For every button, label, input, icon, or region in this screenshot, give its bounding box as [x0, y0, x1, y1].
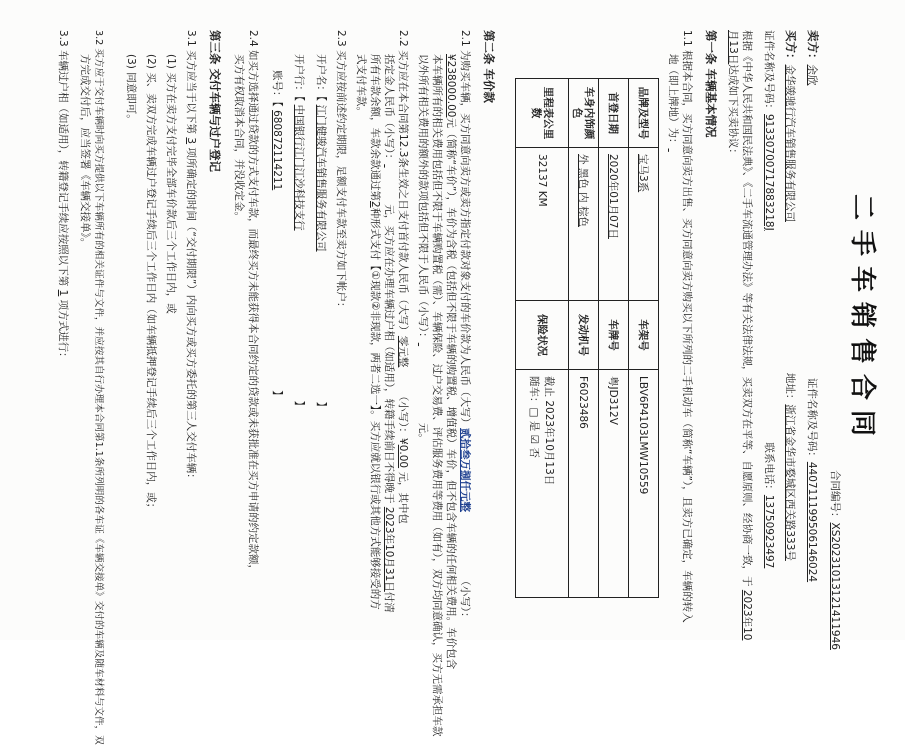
table-row [569, 79, 599, 598]
article-2-title: 第二条 车价款 [482, 30, 496, 104]
vehicle-info-table [515, 78, 659, 598]
table-label: 车架号 [629, 301, 659, 370]
account-bank-row: 开户行：【 中国银行江门江沙科技支行】 [293, 54, 305, 412]
clause-2-1-l4: 以外所有相关费用的额外的款项包括但不限于人民币（小写）： 元。 [417, 54, 429, 444]
contract-number: 合同编号：XS20231013121411946 [829, 470, 841, 650]
table-row [516, 79, 569, 598]
table-value: LBV6P4103LMW10559 [629, 370, 659, 598]
clause-2-1-l2: ¥238000.00元（简称“车价”），车价为含税（包括但不限于车辆的购置税、增值税）车价，但不包含车辆的任何相关费用。车价包含 [445, 54, 457, 670]
table-value: 截止 2023年10月13日 随车：□ 是 ☑ 否 [516, 370, 569, 598]
clause-1-1: 1.1 根据本合同，买方同意向卖方出售、买方同意向卖方购买以下所列的二手机动车（简称“车辆”），且卖方已确定，车辆的转入 [681, 30, 693, 623]
clause-2-2: 2.2 买方应在本合同第12.3条生效之日支付首付款人民币（大写）零元整 （小写）：¥0.00 元，其中包 [397, 30, 409, 524]
clause-3-2: 3.2 买方应于交付车辆时向买方提供以下车辆所有的相关证件与文件，并应按其自行办理本合同第1.1条所列明的各车证《车辆交接单》交付的车辆及随车材料与文件，双 [93, 30, 104, 745]
clause-2-2-l4: 式支付车款。 [355, 54, 367, 117]
table-label: 里程表公里数 [516, 79, 569, 148]
table-value: 外 黑色 内 棕色 [569, 148, 599, 301]
account-name-row: 开户名：【 江门健骏汽车销售服务有限公司】 [315, 54, 327, 413]
table-value: F6023486 [569, 370, 599, 598]
clause-2-2-l2: 括定金人民币（小写）： 元，买方应在办理车辆过户相（如适用），转籍手续前日不得晚于 2023年10月31日付清 [383, 54, 395, 613]
table-label: 首登日期 [599, 79, 629, 148]
clause-2-1-l3: 本车辆所有的相关费用包括但不限于车辆购置税（需）、车辆保险、过户交易费、评估服务费用等费用（如有），双方均同意确认，买方无需承担车款 [431, 54, 443, 737]
clause-1-1-cont: 地（即上牌地）为： [667, 54, 679, 149]
clause-2-1: 2.1 为购买车辆，买方同意向卖方或卖方指定付款对象支付的车价款为人民币（大写）贰拾叁万捌仟元整 （小写）： [459, 30, 471, 623]
table-label: 发动机号 [569, 301, 599, 370]
intro-line-1: 根据《中华人民共和国民法典》、《二手车流通管理办法》等有关法律法规，买卖双方在平等、自愿原则、经协商一致，于 2023年10 [741, 30, 753, 641]
article-3-title: 第三条 交付车辆与过户登记 [208, 30, 222, 173]
intro-line-2: 月13日达成如下买卖协议： [727, 30, 739, 159]
clause-3-1-option-2: (2) 买、卖双方完成车辆过户登记手续后三个工作日内（如车辆抵押登记手续后三个工作日内，或； [145, 54, 157, 514]
table-row [629, 79, 659, 598]
table-label: 品牌及型号 [629, 79, 659, 148]
account-number-row: 账号：【 680872114211】 [271, 70, 283, 401]
seller-row: 卖方：余欣 证件名称及号码：440711199506146024 [806, 30, 820, 583]
article-1-title: 第一条 车辆基本情况 [704, 30, 718, 138]
clause-3-1-option-1: (1) 买方在卖方支付完毕全部车价款后三个工作日内，或 [165, 54, 177, 314]
document-title: 二手车销售合同 [847, 193, 877, 446]
table-row [599, 79, 629, 598]
table-label: 车牌号 [599, 301, 629, 370]
buyer-row: 买方：金华骏驰行汽车销售服务有限公司 地址：浙江省金华市婺城区西关路333号 [784, 30, 798, 561]
buyer-cert-row: 证件名称及号码：91330700717883218J 联系电话：13750923497 [763, 30, 775, 569]
clause-3-1-option-3: (3) 同意即可。 [125, 54, 137, 125]
table-value: 宝马3系 [629, 148, 659, 301]
clause-3-2-l2: 方完成交付后，应当签署《车辆交接单》。 [79, 54, 91, 249]
table-label: 车身内饰颜色 [569, 79, 599, 148]
clause-2-2-l3: 所有车款余额，车款余款通过第2种形式支付【①现款②非现款，两者二选一】。买方应就以银行或其他方式能够接受的方 [369, 54, 381, 610]
clause-3-3: 3.3 车辆过户相（如适用），转籍登记手续应按照以下第 1 项方式进行： [57, 30, 69, 363]
table-value: 32137 KM [516, 148, 569, 301]
clause-3-1: 3.1 买方应当于以下第 3 项所确定的时间（“交付期限”）内向买方或买方委托的第三人交付车辆： [185, 30, 197, 484]
clause-2-4: 2.4 如买方选择通过贷款的方式支付车款，而最终买方未能获得本合同约定的贷款或未获批准在买方申请的约定款额， [247, 30, 259, 576]
table-value: 粤JD312V [599, 370, 629, 598]
clause-2-4-l2: 买方有权取消本合同，并没收定金。 [233, 54, 245, 222]
table-value: 2020年01月07日 [599, 148, 629, 301]
table-label: 保险状况 [516, 301, 569, 370]
clause-2-3: 2.3 买方应按前述约定期限，足额支付车款至卖方如下帐户： [335, 30, 347, 313]
